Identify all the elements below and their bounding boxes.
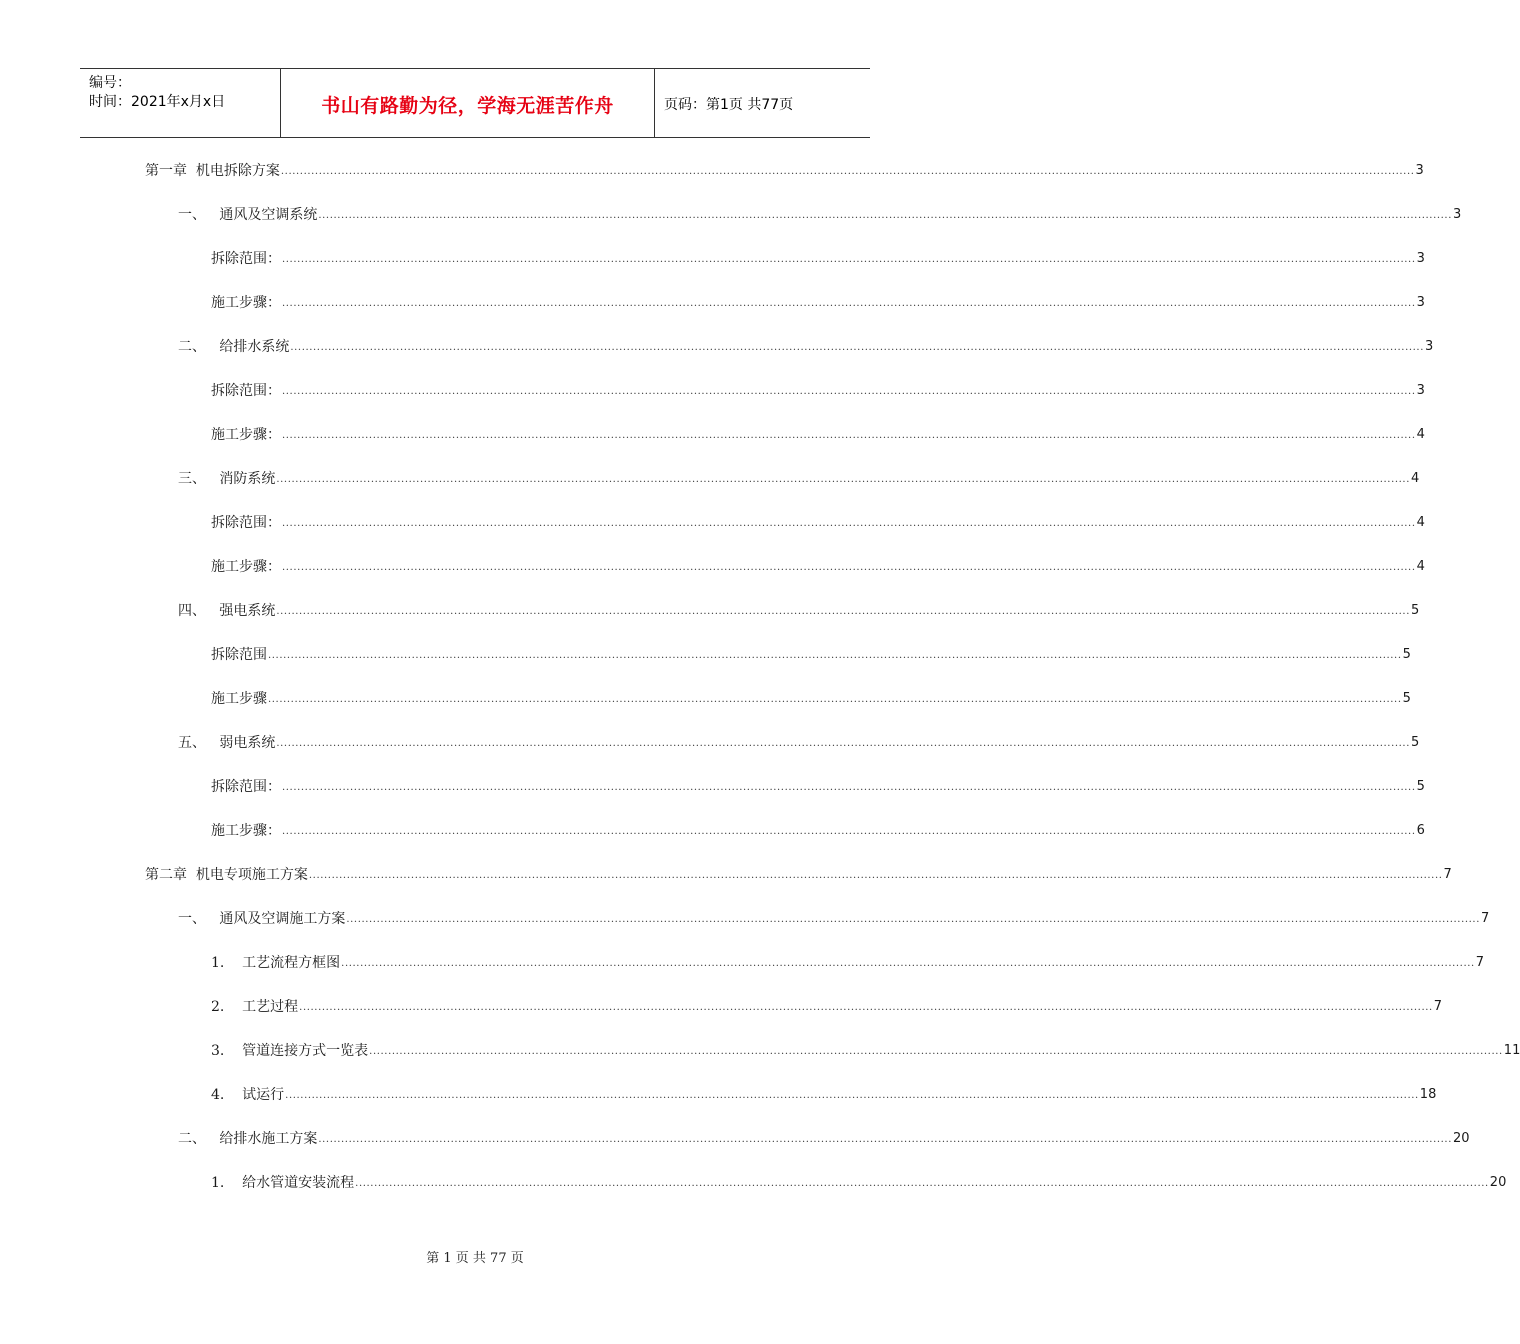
toc-entry-page: 20 bbox=[1489, 1175, 1507, 1190]
toc-leader-dots: ............................................................................................................................................................................................................................................................................................................ bbox=[280, 166, 1415, 177]
toc-entry-title: 三、 消防系统 bbox=[178, 471, 276, 487]
toc-entry[interactable] bbox=[178, 906, 1490, 928]
toc-entry-page: 3 bbox=[1452, 207, 1462, 222]
toc-entry-title: 一、 通风及空调施工方案 bbox=[178, 911, 346, 927]
toc-entry-title: 一、 通风及空调系统 bbox=[178, 207, 318, 223]
toc-entry-page: 20 bbox=[1452, 1131, 1470, 1146]
toc-entry-title: 二、 给排水施工方案 bbox=[178, 1131, 318, 1147]
toc-entry-page: 7 bbox=[1475, 955, 1485, 970]
toc-entry-page: 5 bbox=[1410, 603, 1420, 618]
toc-leader-dots: ............................................................................................................................................................................................................................................................................................................ bbox=[268, 694, 1402, 705]
toc-leader-dots: ............................................................................................................................................................................................................................................................................................................ bbox=[282, 562, 1416, 573]
toc-entry[interactable] bbox=[211, 290, 1425, 312]
toc-entry[interactable] bbox=[211, 422, 1425, 444]
toc-entry[interactable] bbox=[178, 598, 1420, 620]
serial-label: 编号： bbox=[89, 75, 131, 91]
toc-leader-dots: ............................................................................................................................................................................................................................................................................................................ bbox=[282, 518, 1416, 529]
page-header bbox=[80, 68, 870, 138]
toc-entry[interactable] bbox=[211, 510, 1425, 532]
toc-entry-page: 4 bbox=[1416, 515, 1425, 530]
toc-leader-dots: ............................................................................................................................................................................................................................................................................................................ bbox=[282, 254, 1416, 265]
toc-entry[interactable] bbox=[178, 730, 1420, 752]
toc-entry-page: 6 bbox=[1416, 823, 1425, 838]
toc-entry-page: 3 bbox=[1424, 339, 1434, 354]
toc-entry[interactable] bbox=[178, 466, 1420, 488]
toc-entry[interactable] bbox=[211, 994, 1443, 1016]
toc-entry-title: 四、 强电系统 bbox=[178, 603, 276, 619]
date-label: 时间：2021年x月x日 bbox=[89, 94, 226, 110]
toc-entry-page: 5 bbox=[1402, 691, 1411, 706]
toc-entry-page: 4 bbox=[1410, 471, 1420, 486]
toc-leader-dots: ............................................................................................................................................................................................................................................................................................................ bbox=[282, 782, 1416, 793]
toc-entry[interactable] bbox=[211, 554, 1425, 576]
toc-entry[interactable] bbox=[178, 334, 1434, 356]
toc-entry-title: 拆除范围： bbox=[211, 251, 281, 267]
toc-leader-dots: ............................................................................................................................................................................................................................................................................................................ bbox=[268, 650, 1402, 661]
toc-entry-page: 7 bbox=[1443, 867, 1452, 882]
toc-entry-title: 2. 工艺过程 bbox=[211, 999, 299, 1015]
toc-entry-page: 3 bbox=[1416, 383, 1425, 398]
toc-leader-dots: ............................................................................................................................................................................................................................................................................................................ bbox=[290, 342, 1424, 353]
toc-entry[interactable] bbox=[178, 202, 1462, 224]
toc-leader-dots: ............................................................................................................................................................................................................................................................................................................ bbox=[341, 958, 1475, 969]
toc-entry-title: 施工步骤： bbox=[211, 823, 281, 839]
toc-entry-page: 18 bbox=[1419, 1087, 1437, 1102]
toc-entry-title: 1. 给水管道安装流程 bbox=[211, 1175, 355, 1191]
toc-entry-title: 施工步骤： bbox=[211, 295, 281, 311]
toc-entry-title: 拆除范围 bbox=[211, 647, 267, 663]
toc-entry-page: 7 bbox=[1480, 911, 1490, 926]
toc-entry-title: 第一章 机电拆除方案 bbox=[145, 163, 280, 179]
header-page-cell bbox=[654, 69, 870, 137]
toc-leader-dots: ............................................................................................................................................................................................................................................................................................................ bbox=[308, 870, 1443, 881]
toc-entry[interactable] bbox=[145, 158, 1424, 180]
toc-leader-dots: ............................................................................................................................................................................................................................................................................................................ bbox=[276, 738, 1410, 749]
toc-entry-title: 拆除范围： bbox=[211, 383, 281, 399]
toc-entry[interactable] bbox=[211, 378, 1425, 400]
toc-leader-dots: ............................................................................................................................................................................................................................................................................................................ bbox=[355, 1178, 1489, 1189]
toc-entry-page: 11 bbox=[1503, 1043, 1520, 1058]
toc-entry-page: 5 bbox=[1410, 735, 1420, 750]
toc-leader-dots: ............................................................................................................................................................................................................................................................................................................ bbox=[276, 474, 1410, 485]
toc-entry[interactable] bbox=[211, 950, 1485, 972]
toc-leader-dots: ............................................................................................................................................................................................................................................................................................................ bbox=[276, 606, 1410, 617]
toc-leader-dots: ............................................................................................................................................................................................................................................................................................................ bbox=[318, 1134, 1452, 1145]
toc-entry-title: 1. 工艺流程方框图 bbox=[211, 955, 341, 971]
toc-leader-dots: ............................................................................................................................................................................................................................................................................................................ bbox=[299, 1002, 1433, 1013]
toc-leader-dots: ............................................................................................................................................................................................................................................................................................................ bbox=[282, 386, 1416, 397]
toc-leader-dots: ............................................................................................................................................................................................................................................................................................................ bbox=[282, 298, 1416, 309]
toc-leader-dots: ............................................................................................................................................................................................................................................................................................................ bbox=[369, 1046, 1503, 1057]
toc-entry[interactable] bbox=[211, 246, 1425, 268]
header-motto: 书山有路勤为径，学海无涯苦作舟 bbox=[321, 95, 614, 117]
toc-entry-title: 4. 试运行 bbox=[211, 1087, 285, 1103]
toc-entry[interactable] bbox=[211, 818, 1425, 840]
toc-entry-page: 3 bbox=[1416, 295, 1425, 310]
toc-entry[interactable] bbox=[178, 1126, 1470, 1148]
header-page-info: 页码：第1页 共77页 bbox=[664, 97, 794, 113]
toc-entry-title: 施工步骤 bbox=[211, 691, 267, 707]
toc-leader-dots: ............................................................................................................................................................................................................................................................................................................ bbox=[282, 826, 1416, 837]
header-left-cell bbox=[80, 69, 280, 137]
toc-entry-title: 拆除范围： bbox=[211, 515, 281, 531]
toc-entry[interactable] bbox=[211, 1038, 1520, 1060]
toc-entry[interactable] bbox=[211, 1082, 1437, 1104]
toc-entry-page: 5 bbox=[1402, 647, 1411, 662]
toc-leader-dots: ............................................................................................................................................................................................................................................................................................................ bbox=[282, 430, 1416, 441]
toc-entry-title: 二、 给排水系统 bbox=[178, 339, 290, 355]
toc-entry[interactable] bbox=[211, 1170, 1507, 1192]
toc-leader-dots: ............................................................................................................................................................................................................................................................................................................ bbox=[346, 914, 1480, 925]
toc-entry[interactable] bbox=[211, 774, 1425, 796]
toc-entry[interactable] bbox=[145, 862, 1452, 884]
toc-entry-page: 4 bbox=[1416, 427, 1425, 442]
toc-entry-title: 五、 弱电系统 bbox=[178, 735, 276, 751]
toc-entry-title: 施工步骤： bbox=[211, 559, 281, 575]
toc-entry-page: 3 bbox=[1415, 163, 1424, 178]
toc-leader-dots: ............................................................................................................................................................................................................................................................................................................ bbox=[318, 210, 1452, 221]
toc-leader-dots: ............................................................................................................................................................................................................................................................................................................ bbox=[285, 1090, 1419, 1101]
header-motto-cell bbox=[280, 69, 655, 137]
toc-entry-title: 3. 管道连接方式一览表 bbox=[211, 1043, 369, 1059]
toc-entry-page: 3 bbox=[1416, 251, 1425, 266]
toc-entry[interactable] bbox=[211, 642, 1411, 664]
toc-entry-page: 7 bbox=[1433, 999, 1443, 1014]
toc-entry[interactable] bbox=[211, 686, 1411, 708]
toc-entry-page: 4 bbox=[1416, 559, 1425, 574]
page-footer: 第 1 页 共 77 页 bbox=[426, 1251, 524, 1266]
toc-entry-title: 第二章 机电专项施工方案 bbox=[145, 867, 308, 883]
toc-entry-title: 施工步骤： bbox=[211, 427, 281, 443]
toc-entry-title: 拆除范围： bbox=[211, 779, 281, 795]
toc-entry-page: 5 bbox=[1416, 779, 1425, 794]
